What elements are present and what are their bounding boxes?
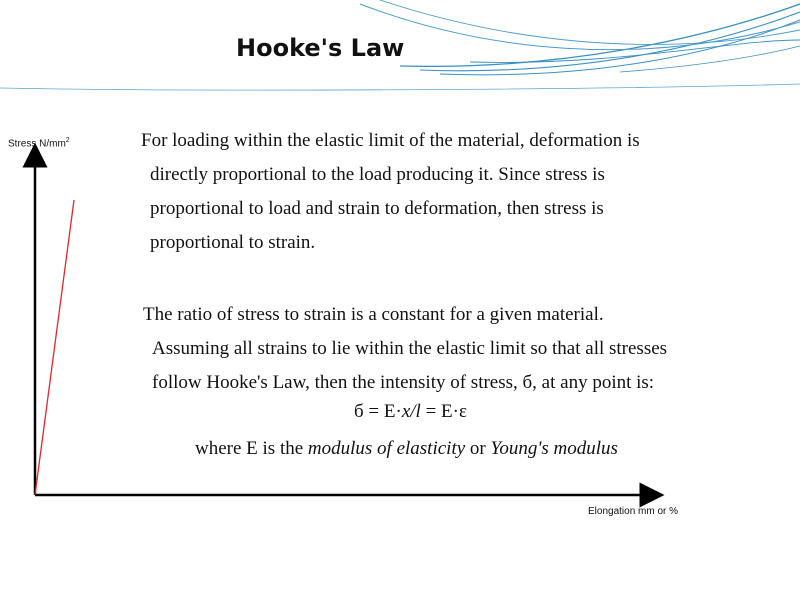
- page-title: Hooke's Law: [236, 34, 405, 62]
- paragraph1-line3: proportional to load and strain to deformation, then stress is: [150, 198, 604, 219]
- paragraph1-line1: For loading within the elastic limit of the material, deformation is: [141, 130, 640, 151]
- stress-equation: б = E·x/l = E·ε: [354, 401, 467, 422]
- paragraph-proportionality: [141, 124, 781, 260]
- paragraph1-line4: proportional to strain.: [150, 232, 316, 253]
- paragraph2-line1: The ratio of stress to strain is a constant for a given material.: [143, 304, 604, 325]
- y-axis-label: Stress $N/mm^2$: [8, 137, 70, 150]
- paragraph1-line2: directly proportional to the load producing it. Since stress is: [150, 164, 605, 185]
- elastic-line: [35, 200, 74, 495]
- paragraph2-line3: follow Hooke's Law, then the intensity of stress, б, at any point is:: [152, 372, 655, 393]
- x-axis-label: Elongation mm or %: [588, 506, 679, 517]
- paragraph-ratio: [143, 298, 783, 400]
- modulus-definition: where E is the modulus of elasticity or Young's modulus: [195, 438, 618, 459]
- paragraph2-line2: Assuming all strains to lie within the elastic limit so that all stresses: [152, 338, 668, 359]
